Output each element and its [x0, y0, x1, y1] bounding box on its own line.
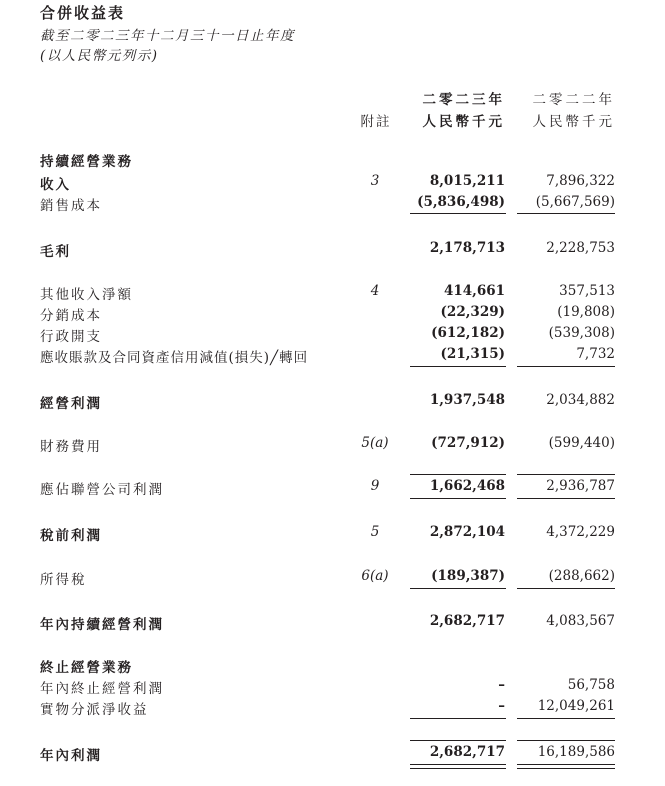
- row-2023-finance-costs: (727,912): [431, 435, 505, 451]
- row-label-admin-expenses: 行政開支: [40, 329, 102, 345]
- row-2023-gross-profit: 2,178,713: [429, 240, 505, 256]
- row-note-revenue: 3: [370, 173, 380, 189]
- row-note-share-of-associates: 9: [370, 478, 380, 494]
- row-2022-operating-profit: 2,034,882: [546, 392, 615, 408]
- row-2022-credit-impairment: 7,732: [576, 346, 615, 362]
- subtotal-rule-2023: [410, 498, 506, 499]
- row-label-discontinued-profit: 年內終止經營利潤: [40, 681, 164, 697]
- row-2022-profit-for-year: 16,189,586: [537, 744, 615, 760]
- row-2022-distribution-gain: 12,049,261: [537, 698, 615, 714]
- subtotal-rule-2023: [410, 213, 506, 214]
- row-2022-cost-of-sales: (5,667,569): [535, 194, 615, 210]
- row-label-cost-of-sales: 銷售成本: [40, 198, 102, 214]
- row-2023-share-of-associates: 1,662,468: [429, 478, 505, 494]
- statement-period: 截至二零二三年十二月三十一日止年度: [40, 28, 295, 44]
- total-top-rule-2023: [410, 740, 506, 741]
- row-label-operating-profit: 經營利潤: [40, 396, 102, 412]
- row-2022-admin-expenses: (539,308): [548, 325, 615, 341]
- subtotal-rule-2023: [410, 366, 506, 367]
- row-2023-credit-impairment: (21,315): [440, 346, 505, 362]
- subtotal-rule-2023: [410, 588, 506, 589]
- subtotal-rule-2022: [517, 718, 615, 719]
- subtotal-rule-2023: [410, 718, 506, 719]
- row-2023-profit-before-tax: 2,872,104: [429, 524, 505, 540]
- subtotal-rule-2022: [517, 588, 615, 589]
- subtotal-rule-2023: [410, 474, 506, 475]
- row-2022-gross-profit: 2,228,753: [546, 240, 615, 256]
- row-2023-operating-profit: 1,937,548: [429, 392, 505, 408]
- row-label-profit-for-year: 年內利潤: [40, 748, 102, 764]
- row-note-other-income: 4: [370, 283, 380, 299]
- section-heading-continuing: 持續經營業務: [40, 154, 133, 170]
- row-note-finance-costs: 5(a): [361, 435, 389, 451]
- row-2023-distribution-costs: (22,329): [440, 304, 505, 320]
- row-2022-profit-before-tax: 4,372,229: [546, 524, 615, 540]
- row-label-finance-costs: 財務費用: [40, 439, 102, 455]
- row-2023-income-tax: (189,387): [431, 568, 505, 584]
- subtotal-rule-2022: [517, 366, 615, 367]
- row-2022-revenue: 7,896,322: [546, 173, 615, 189]
- col-2023-unit: 人民幣千元: [422, 114, 505, 130]
- row-2023-revenue: 8,015,211: [429, 173, 505, 189]
- row-2022-discontinued-profit: 56,758: [567, 677, 615, 693]
- row-2022-other-income: 357,513: [559, 283, 615, 299]
- row-label-gross-profit: 毛利: [40, 244, 71, 260]
- row-label-continuing-profit: 年內持續經營利潤: [40, 617, 164, 633]
- col-2023-year: 二零二三年: [422, 92, 505, 108]
- row-note-income-tax: 6(a): [361, 568, 389, 584]
- subtotal-rule-2022: [517, 213, 615, 214]
- row-note-profit-before-tax: 5: [370, 524, 380, 540]
- row-2022-finance-costs: (599,440): [548, 435, 615, 451]
- total-double-rule-2023: [410, 764, 506, 769]
- row-2023-cost-of-sales: (5,836,498): [417, 194, 505, 210]
- row-2022-share-of-associates: 2,936,787: [546, 478, 615, 494]
- subtotal-rule-2022: [517, 474, 615, 475]
- total-top-rule-2022: [517, 740, 615, 741]
- subtotal-rule-2022: [517, 498, 615, 499]
- section-heading-discontinued: 終止經營業務: [40, 660, 133, 676]
- total-double-rule-2022: [517, 764, 615, 769]
- row-label-distribution-gain: 實物分派淨收益: [40, 702, 149, 718]
- row-label-distribution-costs: 分銷成本: [40, 308, 102, 324]
- statement-title: 合併收益表: [40, 4, 126, 22]
- row-2023-distribution-gain: –: [498, 698, 505, 714]
- row-2023-admin-expenses: (612,182): [431, 325, 505, 341]
- note-column-header: 附註: [360, 114, 392, 130]
- row-label-credit-impairment: 應收賬款及合同資產信用減值(損失)╱轉回: [40, 350, 309, 366]
- row-2022-distribution-costs: (19,808): [557, 304, 615, 320]
- row-label-other-income: 其他收入淨額: [40, 287, 133, 303]
- col-2022-year: 二零二二年: [532, 92, 615, 108]
- row-2023-profit-for-year: 2,682,717: [429, 744, 505, 760]
- row-2023-continuing-profit: 2,682,717: [429, 613, 505, 629]
- currency-note: (以人民幣元列示): [40, 48, 159, 64]
- row-label-share-of-associates: 應佔聯營公司利潤: [40, 482, 164, 498]
- col-2022-unit: 人民幣千元: [532, 114, 615, 130]
- row-label-income-tax: 所得稅: [40, 572, 87, 588]
- row-2022-income-tax: (288,662): [548, 568, 615, 584]
- row-label-profit-before-tax: 稅前利潤: [40, 528, 102, 544]
- row-2023-other-income: 414,661: [443, 283, 505, 299]
- row-2023-discontinued-profit: –: [498, 677, 505, 693]
- row-label-revenue: 收入: [40, 177, 71, 193]
- row-2022-continuing-profit: 4,083,567: [546, 613, 615, 629]
